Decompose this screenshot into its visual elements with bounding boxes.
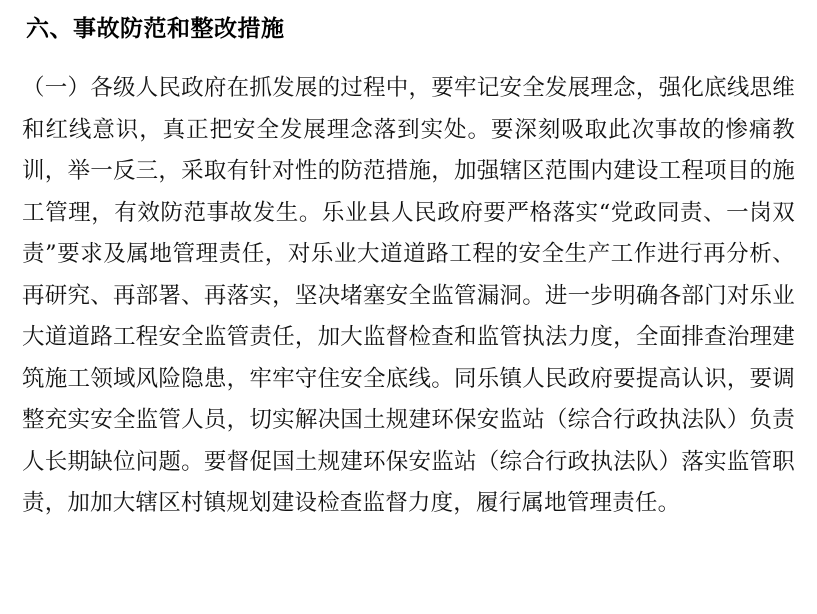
paragraph-1: （一）各级人民政府在抓发展的过程中，要牢记安全发展理念，强化底线思维和红线意识，真正把安全发展理念落到实处。要深刻吸取此次事故的惨痛教训，举一反三，采取有针对性的防范措施，加强辖区范围内建设工程项目的施工管理，有效防范事故发生。乐业县人民政府要严格落实“党政同责、一岗双责”要求及属地管理责任，对乐业大道道路工程的安全生产工作进行再分析、再研究、再部署、再落实，坚决堵塞安全监管漏洞。进一步明确各部门对乐业大道道路工程安全监管责任，加大监督检查和监管执法力度，全面排查治理建筑施工领域风险隐患，牢牢守住安全底线。同乐镇人民政府要提高认识，要调整充实安全监管人员，切实解决国土规建环保安监站（综合行政执法队）负责人长期缺位问题。要督促国土规建环保安监站（综合行政执法队）落实监管职责，加加大辖区村镇规划建设检查监督力度，履行属地管理责任。 <box>22 75 795 516</box>
section-heading: 六、事故防范和整改措施 <box>26 16 285 42</box>
